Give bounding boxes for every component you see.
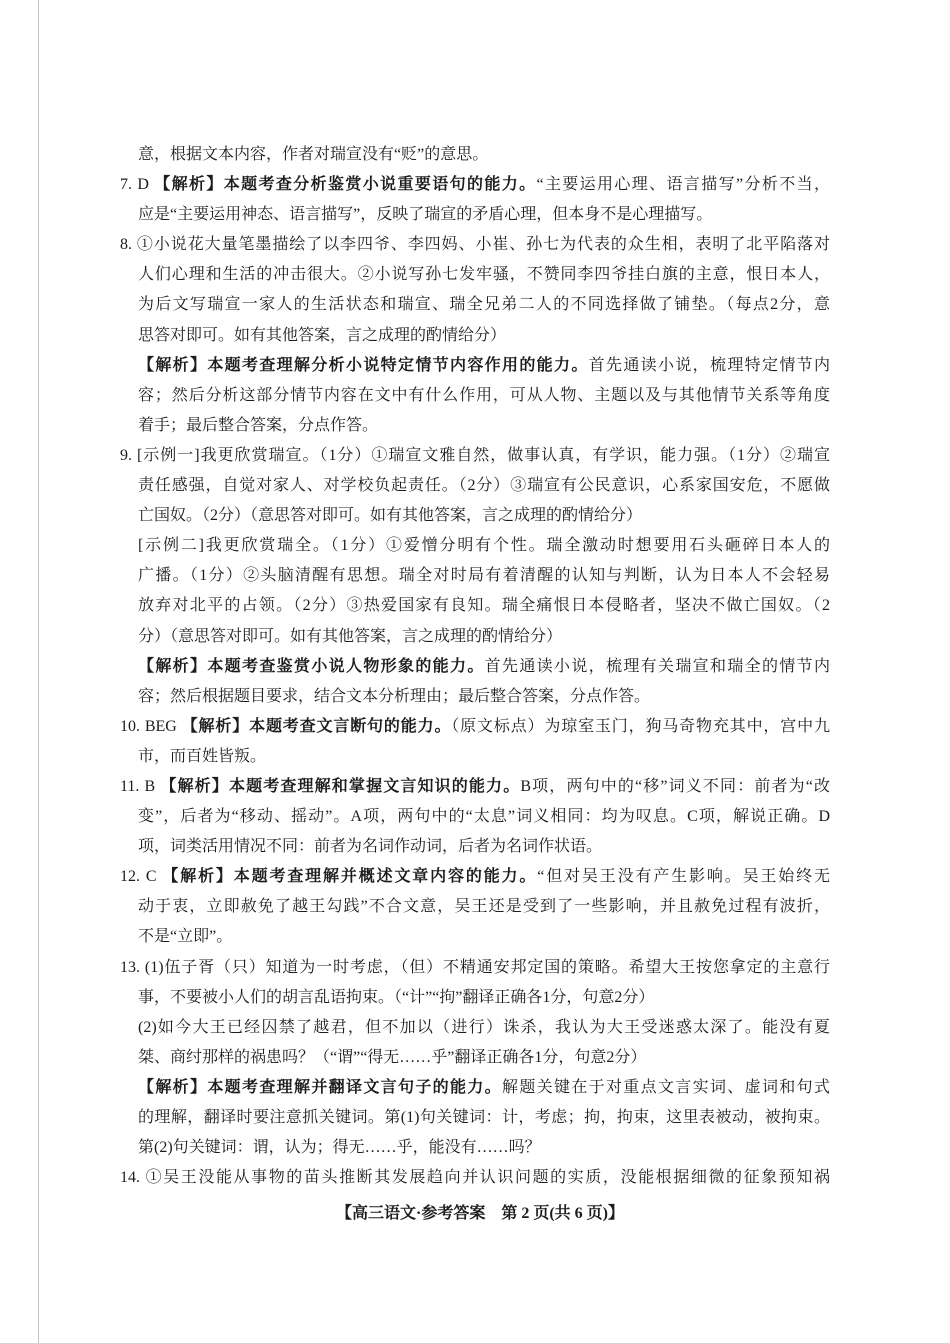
q12-line-3 — [138, 922, 830, 952]
q8-answer-line-2 — [138, 260, 830, 290]
line-text: 人们心理和生活的冲击很大。②小说写孙七发牢骚，不赞同李四爷挂白旗的主意，恨日本人， — [138, 266, 830, 284]
q10-line-1 — [120, 712, 830, 742]
answer-page — [0, 140, 950, 1193]
analysis-heading: 【解析】本题考查理解并翻译文言句子的能力。 — [138, 1078, 502, 1096]
q14-line-1 — [120, 1163, 830, 1193]
question-number: 12. C — [120, 868, 163, 886]
line-text: 容；然后分析这部分情节内容在文中有什么作用，可从人物、主题以及与其他情节关系等角度 — [138, 386, 830, 404]
line-text: 8. ①小说花大量笔墨描绘了以李四爷、李四妈、小崔、孙七为代表的众生相，表明了北平陷落对 — [120, 236, 830, 254]
q13-analysis-line-3 — [138, 1133, 830, 1163]
line-text: 13. (1)伍子胥（只）知道为一时考虑，（但）不精通安邦定国的策略。希望大王按您拿定的主意行 — [120, 958, 830, 976]
line-text: 不是“立即”。 — [138, 928, 233, 946]
line-text: 容；然后根据题目要求，结合文本分析理由；最后整合答案，分点作答。 — [138, 687, 651, 705]
q9-example1-line-1 — [120, 441, 830, 471]
q12-line-2 — [138, 892, 830, 922]
q9-example2-line-2 — [138, 561, 830, 591]
q13-part1-line-2 — [138, 983, 830, 1013]
q9-example2-line-3 — [138, 591, 830, 621]
line-text: [示例二]我更欣赏瑞全。（1分）①爱憎分明有个性。瑞全激动时想要用石头砸碎日本人的 — [138, 537, 830, 555]
line-text: 事，不要被小人们的胡言乱语拘束。（“计”“拘”翻译正确各1分，句意2分） — [138, 988, 655, 1006]
analysis-heading: 【解析】本题考查理解和掌握文言知识的能力。 — [160, 777, 521, 795]
question-number: 11. B — [120, 777, 161, 795]
q9-example1-line-2 — [138, 471, 830, 501]
line-text: 首先通读小说，梳理特定情节内 — [588, 356, 830, 374]
page-footer: 【高三语文·参考答案 第 2 页(共 6 页)】 — [336, 1205, 624, 1222]
analysis-heading: 【解析】本题考查分析鉴赏小说重要语句的能力。 — [154, 176, 537, 194]
line-text: 分）（意思答对即可。如有其他答案，言之成理的酌情给分） — [138, 627, 563, 645]
analysis-heading: 【解析】本题考查理解并概述文章内容的能力。 — [162, 868, 538, 886]
q10-line-2 — [138, 742, 830, 772]
q9-analysis-line-2 — [138, 682, 830, 712]
line-text: 解题关键在于对重点文言实词、虚词和句式 — [501, 1078, 830, 1096]
q9-example2-line-4 — [138, 622, 830, 652]
q13-part2-line-2 — [138, 1043, 830, 1073]
line-text: 桀、商纣那样的祸患吗？（“谓”“得无……乎”翻译正确各1分，句意2分） — [138, 1048, 647, 1066]
q9-example2-line-1 — [138, 531, 830, 561]
line-text: 着手；最后整合答案，分点作答。 — [138, 416, 379, 434]
line-text: (2)如今大王已经囚禁了越君，但不加以（进行）诛杀，我认为大王受迷惑太深了。能没有夏 — [138, 1018, 830, 1036]
line-text: “主要运用心理、语言描写”分析不当， — [536, 176, 830, 194]
q13-part1-line-1 — [120, 953, 830, 983]
question-number: 7. D — [120, 176, 155, 194]
line-text: 亡国奴。（2分）（意思答对即可。如有其他答案，言之成理的酌情给分） — [138, 507, 643, 525]
line-text: 意，根据文本内容，作者对瑞宣没有“贬”的意思。 — [138, 146, 489, 163]
q8-answer-line-1 — [120, 230, 830, 260]
q6-continuation-line — [138, 140, 830, 170]
line-text: 思答对即可。如有其他答案，言之成理的酌情给分） — [138, 326, 507, 344]
line-text: 广播。（1分）②头脑清醒有思想。瑞全对时局有着清醒的认知与判断，认为日本人不会轻易 — [138, 567, 830, 585]
q13-part2-line-1 — [138, 1013, 830, 1043]
line-text: （原文标点）为琼室玉门，狗马奇物充其中，宫中九 — [451, 717, 830, 735]
q8-analysis-line-2 — [138, 381, 830, 411]
line-text: 为后文写瑞宣一家人的生活状态和瑞宣、瑞全兄弟二人的不同选择做了铺垫。（每点2分，意 — [138, 296, 830, 314]
q13-analysis-line-2 — [138, 1103, 830, 1133]
line-text: 项，词类活用情况不同：前者为名词作动词，后者为名词作状语。 — [138, 838, 603, 856]
q11-line-3 — [138, 832, 830, 862]
line-text: 应是“主要运用神态、语言描写”，反映了瑞宣的矛盾心理，但本身不是心理描写。 — [138, 206, 713, 224]
q9-example1-line-3 — [138, 501, 830, 531]
line-text: 的理解，翻译时要注意抓关键词。第(1)句关键词：计，考虑；拘，拘束，这里表被动，被拘束。 — [138, 1109, 830, 1126]
line-text: B项，两句中的“移”词义不同：前者为“改 — [520, 777, 830, 795]
line-text: 9. [示例一]我更欣赏瑞宣。（1分）①瑞宣文雅自然，做事认真，有学识，能力强。（1分）②瑞宣 — [120, 446, 830, 464]
analysis-heading: 【解析】本题考查鉴赏小说人物形象的能力。 — [138, 657, 485, 675]
q8-analysis-line-3 — [138, 411, 830, 441]
q11-line-2 — [138, 802, 830, 832]
q8-analysis-line-1 — [138, 351, 830, 381]
line-text: “但对吴王没有产生影响。吴王始终无 — [537, 868, 830, 886]
line-text: 变”，后者为“移动、摇动”。A项，两句中的“太息”词义相同：均为叹息。C项，解说正确。D — [138, 808, 830, 826]
q7-line-1 — [120, 170, 830, 200]
line-text: 首先通读小说，梳理有关瑞宣和瑞全的情节内 — [484, 657, 830, 675]
analysis-heading: 【解析】本题考查理解分析小说特定情节内容作用的能力。 — [138, 356, 589, 374]
line-text: 动于衷，立即赦免了越王勾践”不合文意，吴王还是受到了一些影响，并且赦免过程有波折， — [138, 898, 830, 916]
question-number: 10. BEG — [120, 717, 182, 735]
line-text: 14. ①吴王没能从事物的苗头推断其发展趋向并认识问题的实质，没能根据细微的征象预知祸 — [120, 1169, 830, 1187]
line-text: 责任感强，自觉对家人、对学校负起责任。（2分）③瑞宣有公民意识，心系家国安危，不愿做 — [138, 477, 830, 495]
q7-line-2 — [138, 200, 830, 230]
line-text: 放弃对北平的占领。（2分）③热爱国家有良知。瑞全痛恨日本侵略者，坚决不做亡国奴。（2 — [138, 597, 830, 615]
q12-line-1 — [120, 862, 830, 892]
line-text: 市，而百姓皆叛。 — [138, 747, 267, 765]
q8-answer-line-3 — [138, 290, 830, 320]
line-text: 第(2)句关键词：谓，认为；得无……乎，能没有……吗？ — [138, 1139, 541, 1157]
q11-line-1 — [120, 772, 830, 802]
q13-analysis-line-1 — [138, 1073, 830, 1103]
q9-analysis-line-1 — [138, 652, 830, 682]
analysis-heading: 【解析】本题考查文言断句的能力。 — [181, 717, 452, 735]
q8-answer-line-4 — [138, 321, 830, 351]
